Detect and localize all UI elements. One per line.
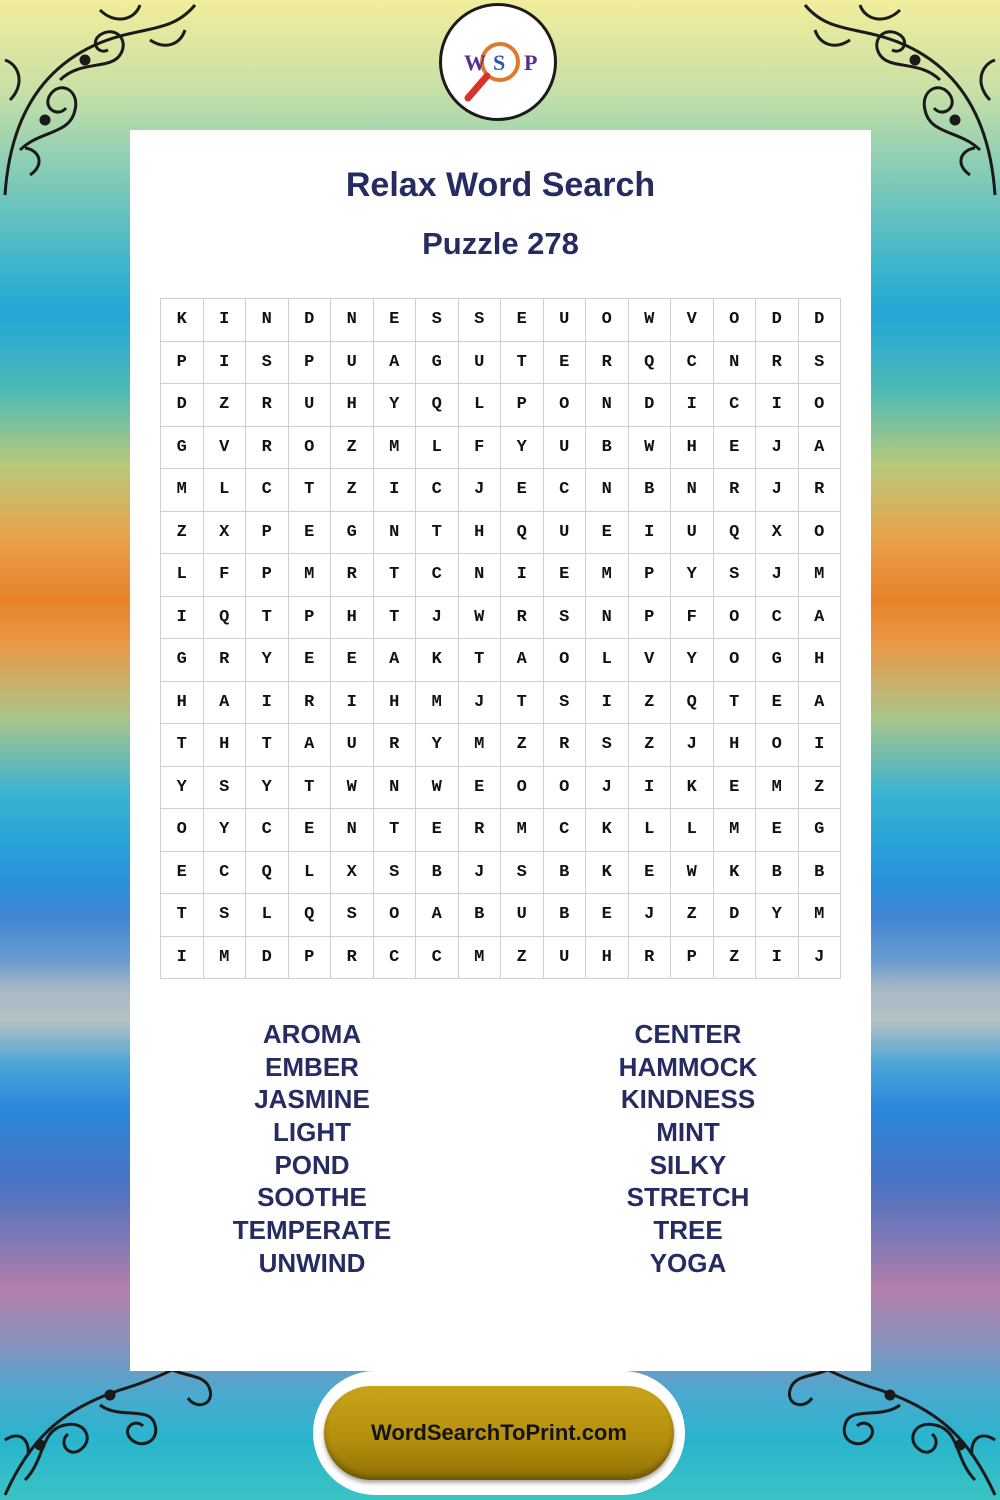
grid-cell[interactable]: E (586, 894, 629, 937)
grid-cell[interactable]: H (671, 427, 714, 470)
word-list-item: TEMPERATE (232, 1215, 392, 1246)
grid-cell[interactable]: R (799, 469, 842, 512)
grid-cell[interactable]: D (756, 299, 799, 342)
grid-cell[interactable]: K (714, 852, 757, 895)
grid-cell[interactable]: J (586, 767, 629, 810)
grid-cell[interactable]: B (629, 469, 672, 512)
grid-cell[interactable]: C (246, 809, 289, 852)
site-link-button[interactable] (324, 1386, 674, 1480)
grid-cell[interactable]: M (799, 894, 842, 937)
grid-cell[interactable]: U (289, 384, 332, 427)
grid-cell[interactable]: E (714, 767, 757, 810)
grid-cell[interactable]: R (246, 427, 289, 470)
word-list-item: HAMMOCK (618, 1051, 758, 1082)
grid-cell[interactable]: R (331, 937, 374, 980)
word-list-right (538, 1018, 838, 1280)
grid-cell[interactable]: I (671, 384, 714, 427)
grid-cell[interactable]: B (544, 894, 587, 937)
grid-cell[interactable]: U (544, 299, 587, 342)
grid-cell[interactable]: J (799, 937, 842, 980)
grid-cell[interactable]: Z (501, 937, 544, 980)
word-list-item: KINDNESS (620, 1084, 756, 1115)
grid-cell[interactable]: K (586, 809, 629, 852)
grid-cell[interactable]: E (161, 852, 204, 895)
grid-cell[interactable]: O (714, 597, 757, 640)
grid-cell[interactable]: Q (204, 597, 247, 640)
grid-cell[interactable]: T (416, 512, 459, 555)
grid-cell[interactable]: N (714, 342, 757, 385)
grid-cell[interactable]: I (501, 554, 544, 597)
grid-cell[interactable]: O (799, 512, 842, 555)
grid-cell[interactable]: E (586, 512, 629, 555)
grid-cell[interactable]: R (629, 937, 672, 980)
word-list-item: MINT (656, 1117, 720, 1148)
grid-cell[interactable]: U (331, 342, 374, 385)
grid-cell[interactable]: V (629, 639, 672, 682)
grid-cell[interactable]: M (501, 809, 544, 852)
grid-cell[interactable]: Y (161, 767, 204, 810)
grid-cell[interactable]: Y (671, 639, 714, 682)
letter-grid (160, 298, 841, 979)
grid-cell[interactable]: W (459, 597, 502, 640)
logo-letter-w: W (464, 50, 486, 75)
grid-cell[interactable]: U (544, 512, 587, 555)
word-list-left (162, 1018, 462, 1280)
word-list-item: POND (274, 1149, 350, 1180)
grid-cell[interactable]: C (416, 554, 459, 597)
word-list-item: UNWIND (258, 1247, 366, 1278)
grid-cell[interactable]: C (544, 469, 587, 512)
site-link-label: WordSearchToPrint.com (371, 1420, 627, 1445)
grid-cell[interactable]: I (629, 512, 672, 555)
word-list-item: JASMINE (254, 1084, 370, 1115)
grid-cell[interactable]: W (671, 852, 714, 895)
grid-cell[interactable]: P (629, 554, 672, 597)
grid-cell[interactable]: K (671, 767, 714, 810)
grid-cell[interactable]: U (331, 724, 374, 767)
grid-cell[interactable]: E (289, 809, 332, 852)
grid-cell[interactable]: P (289, 937, 332, 980)
grid-cell[interactable]: P (246, 554, 289, 597)
word-list-item: CENTER (634, 1019, 742, 1049)
grid-cell[interactable]: N (586, 469, 629, 512)
grid-cell[interactable]: S (544, 597, 587, 640)
grid-cell[interactable]: S (246, 342, 289, 385)
grid-cell[interactable]: N (671, 469, 714, 512)
grid-cell[interactable]: S (331, 894, 374, 937)
grid-cell[interactable]: R (459, 809, 502, 852)
grid-cell[interactable]: J (756, 469, 799, 512)
grid-cell[interactable]: I (756, 384, 799, 427)
grid-cell[interactable]: C (714, 384, 757, 427)
grid-cell[interactable]: C (671, 342, 714, 385)
grid-cell[interactable]: U (544, 937, 587, 980)
grid-cell[interactable]: T (459, 639, 502, 682)
grid-cell[interactable]: S (459, 299, 502, 342)
grid-cell[interactable]: O (289, 427, 332, 470)
grid-cell[interactable]: M (459, 937, 502, 980)
grid-cell[interactable]: Y (416, 724, 459, 767)
grid-cell[interactable]: T (161, 724, 204, 767)
grid-cell[interactable]: S (374, 852, 417, 895)
grid-cell[interactable]: Z (671, 894, 714, 937)
grid-cell[interactable]: I (246, 682, 289, 725)
grid-cell[interactable]: Z (799, 767, 842, 810)
grid-cell[interactable]: T (501, 682, 544, 725)
grid-cell[interactable]: X (331, 852, 374, 895)
grid-cell[interactable]: L (416, 427, 459, 470)
grid-cell[interactable]: L (459, 384, 502, 427)
grid-cell[interactable]: C (374, 937, 417, 980)
grid-cell[interactable]: S (501, 852, 544, 895)
grid-cell[interactable]: I (374, 469, 417, 512)
grid-cell[interactable]: D (289, 299, 332, 342)
grid-cell[interactable]: F (671, 597, 714, 640)
grid-cell[interactable]: E (374, 299, 417, 342)
grid-cell[interactable]: C (416, 469, 459, 512)
grid-cell[interactable]: A (374, 342, 417, 385)
grid-cell[interactable]: E (501, 469, 544, 512)
grid-cell[interactable]: T (161, 894, 204, 937)
grid-cell[interactable]: O (714, 299, 757, 342)
word-list-item: AROMA (262, 1019, 362, 1049)
grid-cell[interactable]: Z (501, 724, 544, 767)
grid-cell[interactable]: E (416, 809, 459, 852)
grid-cell[interactable]: Y (756, 894, 799, 937)
grid-cell[interactable]: U (459, 342, 502, 385)
grid-cell[interactable]: J (416, 597, 459, 640)
grid-cell[interactable]: Y (246, 639, 289, 682)
grid-cell[interactable]: Y (501, 427, 544, 470)
grid-cell[interactable]: Z (331, 469, 374, 512)
grid-cell[interactable]: E (501, 299, 544, 342)
grid-cell[interactable]: Y (246, 767, 289, 810)
grid-cell[interactable]: N (246, 299, 289, 342)
grid-cell[interactable]: C (416, 937, 459, 980)
grid-cell[interactable]: N (374, 767, 417, 810)
grid-cell[interactable]: O (544, 639, 587, 682)
grid-cell[interactable]: J (671, 724, 714, 767)
grid-cell[interactable]: P (246, 512, 289, 555)
grid-cell[interactable]: O (799, 384, 842, 427)
grid-cell[interactable]: H (161, 682, 204, 725)
grid-cell[interactable]: L (629, 809, 672, 852)
grid-cell[interactable]: Y (671, 554, 714, 597)
grid-cell[interactable]: B (416, 852, 459, 895)
grid-cell[interactable]: Q (289, 894, 332, 937)
grid-cell[interactable]: X (204, 512, 247, 555)
grid-cell[interactable]: E (756, 682, 799, 725)
grid-cell[interactable]: T (714, 682, 757, 725)
grid-cell[interactable]: T (374, 597, 417, 640)
grid-cell[interactable]: M (161, 469, 204, 512)
grid-cell[interactable]: H (586, 937, 629, 980)
grid-cell[interactable]: N (331, 299, 374, 342)
grid-cell[interactable]: P (161, 342, 204, 385)
grid-cell[interactable]: I (756, 937, 799, 980)
grid-cell[interactable]: G (161, 639, 204, 682)
logo-letter-p: P (524, 50, 538, 75)
grid-cell[interactable]: O (756, 724, 799, 767)
grid-cell[interactable]: M (714, 809, 757, 852)
grid-cell[interactable]: A (501, 639, 544, 682)
grid-cell[interactable]: L (161, 554, 204, 597)
grid-cell[interactable]: S (714, 554, 757, 597)
grid-cell[interactable]: R (756, 342, 799, 385)
grid-cell[interactable]: I (204, 299, 247, 342)
grid-cell[interactable]: A (799, 427, 842, 470)
grid-cell[interactable]: M (416, 682, 459, 725)
grid-cell[interactable]: T (501, 342, 544, 385)
grid-cell[interactable]: E (289, 512, 332, 555)
grid-cell[interactable]: J (756, 427, 799, 470)
grid-cell[interactable]: Q (629, 342, 672, 385)
footer-badge (313, 1371, 685, 1495)
word-list-item: EMBER (265, 1051, 359, 1082)
grid-cell[interactable]: L (246, 894, 289, 937)
grid-cell[interactable]: M (204, 937, 247, 980)
grid-cell[interactable]: H (331, 597, 374, 640)
grid-cell[interactable]: G (416, 342, 459, 385)
grid-cell[interactable]: I (799, 724, 842, 767)
word-list-item: YOGA (649, 1247, 727, 1278)
grid-cell[interactable]: S (416, 299, 459, 342)
grid-cell[interactable]: R (331, 554, 374, 597)
grid-cell[interactable]: B (544, 852, 587, 895)
grid-cell[interactable]: M (799, 554, 842, 597)
grid-cell[interactable]: Z (331, 427, 374, 470)
grid-cell[interactable]: L (586, 639, 629, 682)
grid-cell[interactable]: D (246, 937, 289, 980)
grid-cell[interactable]: I (586, 682, 629, 725)
grid-cell[interactable]: M (289, 554, 332, 597)
grid-cell[interactable]: N (331, 809, 374, 852)
grid-cell[interactable]: I (629, 767, 672, 810)
grid-cell[interactable]: A (799, 682, 842, 725)
grid-cell[interactable]: K (161, 299, 204, 342)
grid-cell[interactable]: I (331, 682, 374, 725)
grid-cell[interactable]: E (714, 427, 757, 470)
grid-cell[interactable]: E (756, 809, 799, 852)
word-list-item: STRETCH (626, 1182, 750, 1213)
grid-cell[interactable]: A (289, 724, 332, 767)
word-list-item: SILKY (649, 1149, 727, 1180)
grid-cell[interactable]: C (544, 809, 587, 852)
grid-cell[interactable]: A (374, 639, 417, 682)
grid-cell[interactable]: F (204, 554, 247, 597)
grid-cell[interactable]: O (501, 767, 544, 810)
grid-cell[interactable]: G (756, 639, 799, 682)
grid-cell[interactable]: Z (161, 512, 204, 555)
grid-cell[interactable]: T (374, 809, 417, 852)
grid-cell[interactable]: P (629, 597, 672, 640)
grid-cell[interactable]: Y (204, 809, 247, 852)
grid-cell[interactable]: V (671, 299, 714, 342)
grid-cell[interactable]: F (459, 427, 502, 470)
grid-cell[interactable]: D (799, 299, 842, 342)
grid-cell[interactable]: N (374, 512, 417, 555)
grid-cell[interactable]: A (799, 597, 842, 640)
grid-cell[interactable]: T (289, 767, 332, 810)
grid-cell[interactable]: Q (671, 682, 714, 725)
grid-cell[interactable]: R (501, 597, 544, 640)
grid-cell[interactable]: Q (714, 512, 757, 555)
grid-cell[interactable]: S (544, 682, 587, 725)
grid-cell[interactable]: L (289, 852, 332, 895)
grid-cell[interactable]: K (586, 852, 629, 895)
puzzle-sheet (130, 130, 871, 1371)
grid-cell[interactable]: D (714, 894, 757, 937)
logo-letter-s: S (493, 50, 506, 75)
grid-cell[interactable]: H (714, 724, 757, 767)
grid-cell[interactable]: L (204, 469, 247, 512)
grid-cell[interactable]: H (799, 639, 842, 682)
grid-cell[interactable]: S (204, 767, 247, 810)
grid-cell[interactable]: Y (374, 384, 417, 427)
grid-cell[interactable]: Z (204, 384, 247, 427)
grid-cell[interactable]: Q (246, 852, 289, 895)
grid-cell[interactable]: S (799, 342, 842, 385)
word-list-item: TREE (653, 1215, 723, 1246)
grid-cell[interactable]: T (246, 724, 289, 767)
puzzle-number: Puzzle 278 (422, 226, 579, 261)
grid-cell[interactable]: N (459, 554, 502, 597)
grid-cell[interactable]: E (331, 639, 374, 682)
grid-cell[interactable]: U (544, 427, 587, 470)
grid-cell[interactable]: O (586, 299, 629, 342)
grid-cell[interactable]: M (586, 554, 629, 597)
grid-cell[interactable]: O (714, 639, 757, 682)
grid-cell[interactable]: E (629, 852, 672, 895)
grid-cell[interactable]: H (331, 384, 374, 427)
grid-cell[interactable]: J (459, 682, 502, 725)
grid-cell[interactable]: M (459, 724, 502, 767)
grid-cell[interactable]: B (459, 894, 502, 937)
grid-cell[interactable]: P (289, 597, 332, 640)
grid-cell[interactable]: N (586, 597, 629, 640)
grid-cell[interactable]: R (246, 384, 289, 427)
grid-cell[interactable]: J (459, 852, 502, 895)
grid-cell[interactable]: I (204, 342, 247, 385)
grid-cell[interactable]: B (586, 427, 629, 470)
grid-cell[interactable]: H (204, 724, 247, 767)
grid-cell[interactable]: N (586, 384, 629, 427)
grid-cell[interactable]: D (161, 384, 204, 427)
grid-cell[interactable]: C (246, 469, 289, 512)
page-title: Relax Word Search (345, 166, 656, 204)
word-list-item: LIGHT (273, 1117, 351, 1148)
grid-cell[interactable]: J (629, 894, 672, 937)
grid-cell[interactable]: P (671, 937, 714, 980)
grid-cell[interactable]: O (544, 767, 587, 810)
grid-cell[interactable]: B (756, 852, 799, 895)
grid-cell[interactable]: K (416, 639, 459, 682)
grid-cell[interactable]: E (289, 639, 332, 682)
grid-cell[interactable]: R (374, 724, 417, 767)
grid-cell[interactable]: D (629, 384, 672, 427)
grid-cell[interactable]: L (671, 809, 714, 852)
grid-cell[interactable]: S (586, 724, 629, 767)
grid-cell[interactable]: H (459, 512, 502, 555)
grid-cell[interactable]: R (714, 469, 757, 512)
grid-cell[interactable]: O (161, 809, 204, 852)
grid-cell[interactable]: O (544, 384, 587, 427)
grid-cell[interactable]: W (629, 299, 672, 342)
grid-cell[interactable]: I (161, 937, 204, 980)
grid-cell[interactable]: R (586, 342, 629, 385)
grid-cell[interactable]: Q (416, 384, 459, 427)
grid-cell[interactable]: S (204, 894, 247, 937)
grid-cell[interactable]: G (161, 427, 204, 470)
grid-cell[interactable]: H (374, 682, 417, 725)
grid-cell[interactable]: E (544, 342, 587, 385)
grid-cell[interactable]: R (289, 682, 332, 725)
grid-cell[interactable]: W (629, 427, 672, 470)
grid-cell[interactable]: W (416, 767, 459, 810)
grid-cell[interactable]: U (671, 512, 714, 555)
grid-cell[interactable]: O (374, 894, 417, 937)
grid-cell[interactable]: Z (629, 724, 672, 767)
grid-cell[interactable]: A (416, 894, 459, 937)
grid-cell[interactable]: Z (714, 937, 757, 980)
grid-cell[interactable]: A (204, 682, 247, 725)
grid-cell[interactable]: C (756, 597, 799, 640)
grid-cell[interactable]: J (459, 469, 502, 512)
grid-cell[interactable]: E (544, 554, 587, 597)
grid-cell[interactable]: T (246, 597, 289, 640)
grid-cell[interactable]: R (544, 724, 587, 767)
grid-cell[interactable]: T (374, 554, 417, 597)
grid-cell[interactable]: C (204, 852, 247, 895)
grid-cell[interactable]: P (501, 384, 544, 427)
grid-cell[interactable]: M (756, 767, 799, 810)
grid-cell[interactable]: B (799, 852, 842, 895)
grid-cell[interactable]: V (204, 427, 247, 470)
grid-cell[interactable]: J (756, 554, 799, 597)
grid-cell[interactable]: X (756, 512, 799, 555)
grid-cell[interactable]: T (289, 469, 332, 512)
grid-cell[interactable]: G (799, 809, 842, 852)
grid-cell[interactable]: I (161, 597, 204, 640)
grid-cell[interactable]: W (331, 767, 374, 810)
wsp-logo (439, 3, 557, 121)
grid-cell[interactable]: G (331, 512, 374, 555)
grid-cell[interactable]: Q (501, 512, 544, 555)
grid-cell[interactable]: U (501, 894, 544, 937)
grid-cell[interactable]: Z (629, 682, 672, 725)
grid-cell[interactable]: E (459, 767, 502, 810)
grid-cell[interactable]: P (289, 342, 332, 385)
word-list-item: SOOTHE (257, 1182, 367, 1213)
grid-cell[interactable]: M (374, 427, 417, 470)
grid-cell[interactable]: R (204, 639, 247, 682)
